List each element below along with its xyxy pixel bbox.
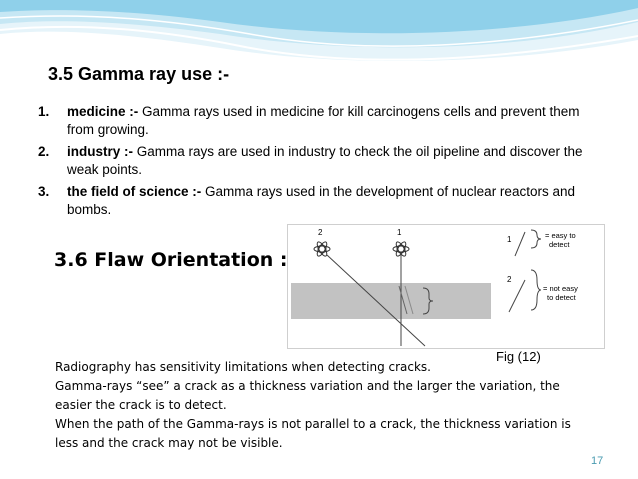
body-text bbox=[55, 358, 595, 453]
legend-easy-line-1: = easy to bbox=[545, 231, 576, 240]
list-term: industry :- bbox=[67, 144, 133, 159]
list-item bbox=[38, 143, 598, 179]
list-term: medicine :- bbox=[67, 104, 139, 119]
list-text: Gamma rays used in medicine for kill carcinogens cells and prevent them from growing. bbox=[67, 104, 580, 137]
paragraph: Radiography has sensitivity limitations when detecting cracks. bbox=[55, 360, 431, 374]
paragraph: Gamma-rays “see” a crack as a thickness variation and the larger the variation, the easier the crack is to detect. bbox=[55, 379, 560, 412]
list-text: Gamma rays used in the development of nuclear reactors and bombs. bbox=[67, 184, 575, 217]
page-number: 17 bbox=[591, 455, 604, 467]
source-label: 1 bbox=[397, 228, 402, 237]
list-item bbox=[38, 183, 598, 219]
legend-hard-line-1: = not easy bbox=[543, 284, 578, 293]
list-text: Gamma rays are used in industry to check the oil pipeline and discover the weak points. bbox=[67, 144, 583, 177]
specimen-slab bbox=[291, 283, 491, 319]
paragraph: When the path of the Gamma-rays is not parallel to a crack, the thickness variation is less and the crack may not be visible. bbox=[55, 417, 571, 450]
section-title: 3.5 Gamma ray use :- bbox=[48, 64, 230, 84]
crack-label: 1 bbox=[507, 235, 512, 244]
crack-label: 2 bbox=[507, 275, 512, 284]
flaw-orientation-title: 3.6 Flaw Orientation : bbox=[54, 249, 288, 271]
source-label: 2 bbox=[318, 228, 323, 237]
list-number: 3. bbox=[38, 184, 50, 199]
flaw-orientation-figure bbox=[287, 224, 605, 349]
list-number: 2. bbox=[38, 144, 50, 159]
legend-hard-line-2: to detect bbox=[547, 293, 576, 302]
gamma-uses-list bbox=[38, 103, 598, 223]
figure-caption: Fig (12) bbox=[496, 349, 541, 364]
list-term: the field of science :- bbox=[67, 184, 202, 199]
list-item bbox=[38, 103, 598, 139]
list-number: 1. bbox=[38, 104, 50, 119]
legend-easy-line-2: detect bbox=[549, 240, 570, 249]
